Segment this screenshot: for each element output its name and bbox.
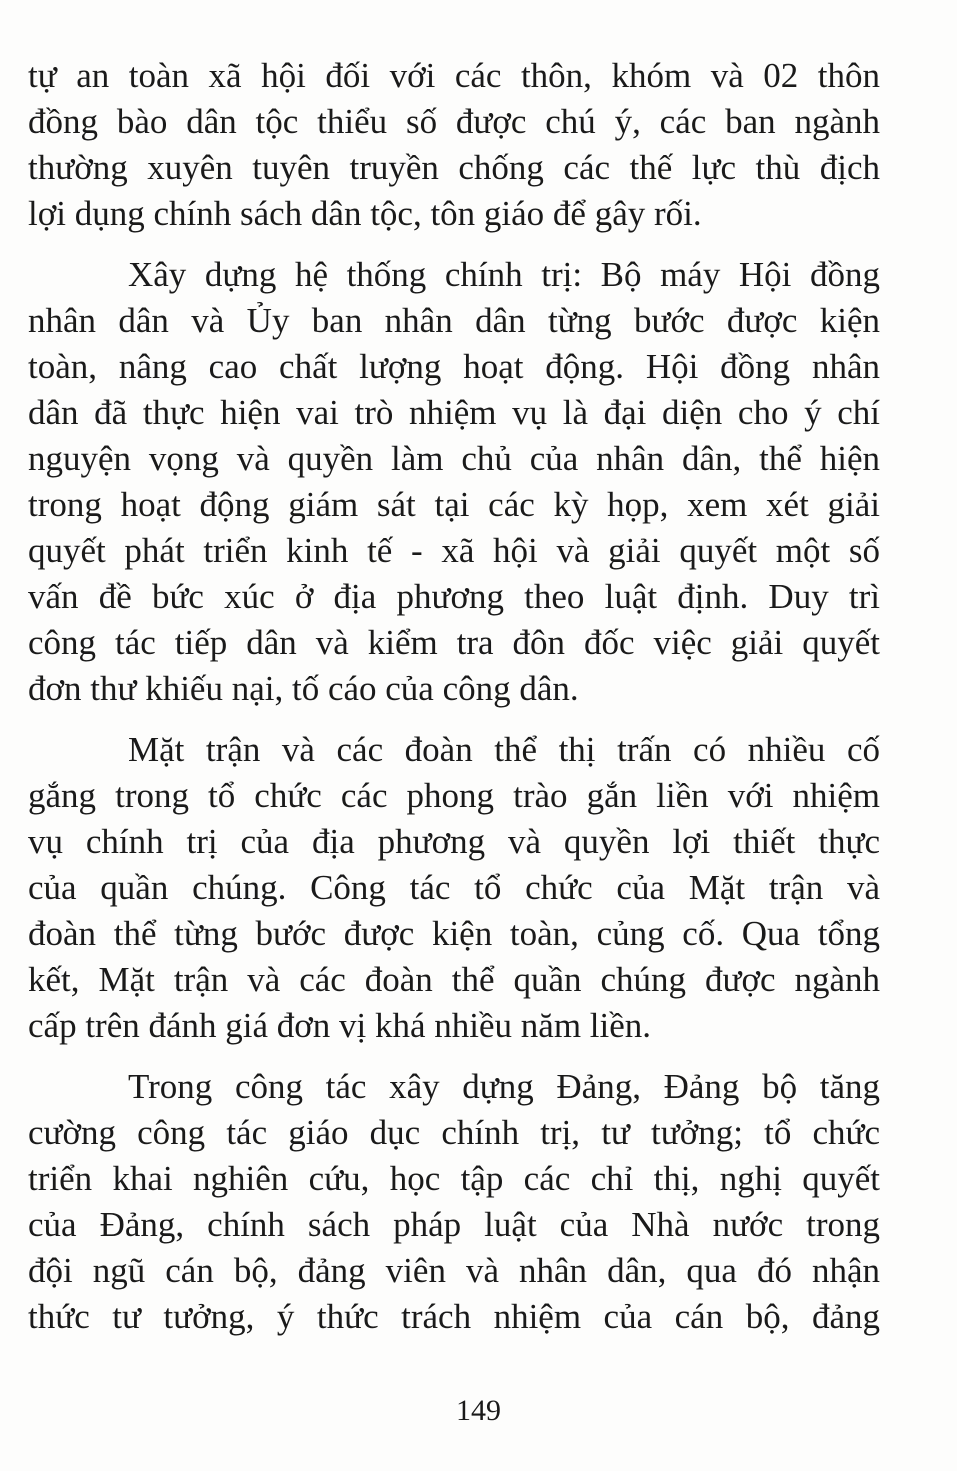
text-line: dân đã thực hiện vai trò nhiệm vụ là đại diện cho ý chí — [28, 393, 880, 432]
paragraph-4 — [28, 1064, 880, 1340]
page-number: 149 — [456, 1394, 501, 1427]
text-line: cấp trên đánh giá đơn vị khá nhiều năm liền. — [28, 1006, 652, 1045]
text-line: thức tư tưởng, ý thức trách nhiệm của cán bộ, đảng — [28, 1297, 880, 1336]
text-line: tự an toàn xã hội đối với các thôn, khóm và 02 thôn — [28, 56, 880, 95]
text-line: lợi dụng chính sách dân tộc, tôn giáo để gây rối. — [28, 194, 702, 233]
text-line: của Đảng, chính sách pháp luật của Nhà nước trong — [28, 1205, 880, 1244]
text-line: cường công tác giáo dục chính trị, tư tưởng; tổ chức — [28, 1113, 880, 1152]
text-line: vấn đề bức xúc ở địa phương theo luật định. Duy trì — [28, 577, 880, 616]
text-line: kết, Mặt trận và các đoàn thể quần chúng được ngành — [28, 960, 880, 999]
text-line: nhân dân và Ủy ban nhân dân từng bước được kiện — [28, 301, 880, 340]
text-line: Mặt trận và các đoàn thể thị trấn có nhiều cố — [128, 730, 880, 769]
paragraph-2 — [28, 252, 880, 712]
text-line: quyết phát triển kinh tế - xã hội và giải quyết một số — [28, 531, 880, 570]
text-line: đồng bào dân tộc thiểu số được chú ý, các ban ngành — [28, 102, 880, 141]
paragraph-1 — [28, 53, 880, 237]
text-line: đội ngũ cán bộ, đảng viên và nhân dân, qua đó nhận — [28, 1251, 880, 1290]
text-line: đơn thư khiếu nại, tố cáo của công dân. — [28, 669, 579, 708]
text-line: thường xuyên tuyên truyền chống các thế lực thù địch — [28, 148, 880, 187]
text-line: trong hoạt động giám sát tại các kỳ họp, xem xét giải — [28, 485, 880, 524]
body-text — [28, 53, 880, 1340]
text-line: gắng trong tổ chức các phong trào gắn liền với nhiệm — [28, 776, 880, 815]
text-line: toàn, nâng cao chất lượng hoạt động. Hội đồng nhân — [28, 347, 880, 386]
text-line: vụ chính trị của địa phương và quyền lợi thiết thực — [28, 822, 880, 861]
text-line: Xây dựng hệ thống chính trị: Bộ máy Hội đồng — [128, 255, 880, 294]
text-line: công tác tiếp dân và kiểm tra đôn đốc việc giải quyết — [28, 623, 880, 662]
text-line: Trong công tác xây dựng Đảng, Đảng bộ tăng — [128, 1067, 880, 1106]
text-line: nguyện vọng và quyền làm chủ của nhân dân, thể hiện — [28, 439, 880, 478]
text-line: của quần chúng. Công tác tổ chức của Mặt trận và — [28, 868, 880, 907]
text-line: đoàn thể từng bước được kiện toàn, củng cố. Qua tổng — [28, 914, 880, 953]
paragraph-3 — [28, 727, 880, 1049]
text-line: triển khai nghiên cứu, học tập các chỉ thị, nghị quyết — [28, 1159, 880, 1198]
